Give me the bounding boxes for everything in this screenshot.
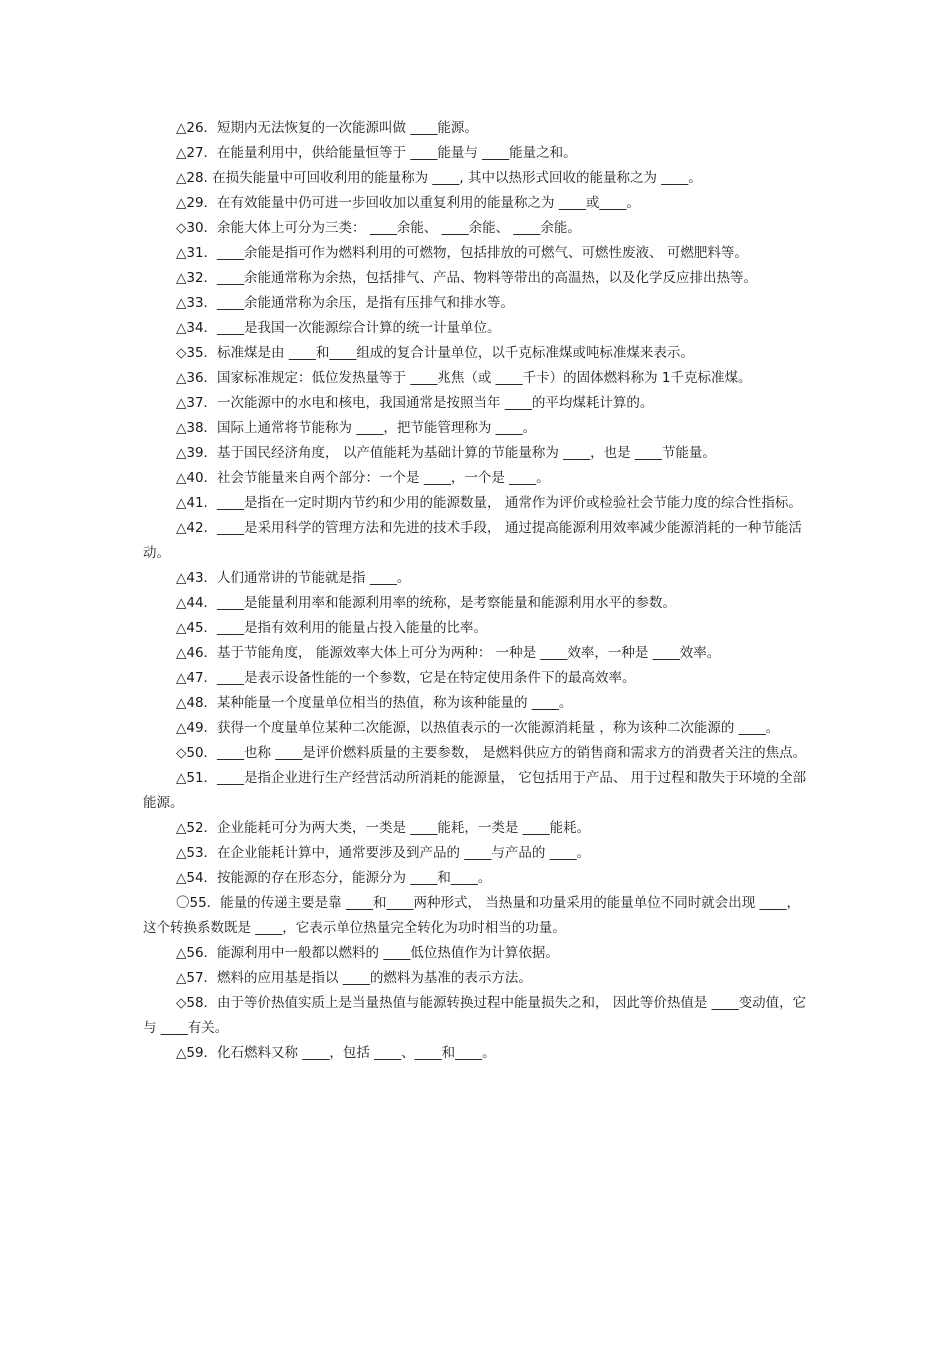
question-42: △42．____是采用科学的管理方法和先进的技术手段， 通过提高能源利用效率减少能源消耗的一种节能活动。 (143, 520, 802, 561)
question-35: ◇35．标准煤是由 ____和____组成的复合计量单位，以千克标准煤或吨标准煤来表示。 (176, 345, 694, 361)
question-59: △59．化石燃料又称 ____，包括 ____、____和____。 (176, 1045, 496, 1061)
question-34: △34．____是我国一次能源综合计算的统一计量单位。 (176, 320, 501, 336)
question-30: ◇30．余能大体上可分为三类： ____余能、 ____余能、 ____余能。 (176, 220, 581, 236)
question-40: △40．社会节能量来自两个部分：一个是 ____，一个是 ____。 (176, 470, 550, 486)
question-list (143, 116, 808, 1066)
question-57: △57．燃料的应用基是指以 ____的燃料为基准的表示方法。 (176, 970, 532, 986)
question-27: △27．在能量利用中，供给能量恒等于 ____能量与 ____能量之和。 (176, 145, 577, 161)
question-28: △28. 在损失能量中可回收利用的能量称为 ____, 其中以热形式回收的能量称之为 ____。 (176, 170, 702, 186)
question-58: ◇58．由于等价热值实质上是当量热值与能源转换过程中能量损失之和， 因此等价热值是 ____变动值，它与 ____有关。 (143, 995, 807, 1036)
question-56: △56．能源利用中一般都以燃料的 ____低位热值作为计算依据。 (176, 945, 559, 961)
question-46: △46．基于节能角度， 能源效率大体上可分为两种： 一种是 ____效率，一种是 ____效率。 (176, 645, 721, 661)
question-31: △31．____余能是指可作为燃料利用的可燃物，包括排放的可燃气、可燃性废液、 可燃肥料等。 (176, 245, 748, 261)
question-53: △53．在企业能耗计算中，通常要涉及到产品的 ____与产品的 ____。 (176, 845, 591, 861)
question-50: ◇50．____也称 ____是评价燃料质量的主要参数， 是燃料供应方的销售商和需求方的消费者关注的焦点。 (176, 745, 807, 761)
question-29: △29．在有效能量中仍可进一步回收加以重复利用的能量称之为 ____或____。 (176, 195, 640, 211)
question-43: △43．人们通常讲的节能就是指 ____。 (176, 570, 411, 586)
question-49: △49．获得一个度量单位某种二次能源，以热值表示的一次能源消耗量 ，称为该种二次能源的 ____。 (176, 720, 780, 736)
question-44: △44．____是能量利用率和能源利用率的统称，是考察能量和能源利用水平的参数。 (176, 595, 677, 611)
question-48: △48．某种能量一个度量单位相当的热值，称为该种能量的 ____。 (176, 695, 573, 711)
question-45: △45．____是指有效利用的能量占投入能量的比率。 (176, 620, 488, 636)
question-41: △41．____是指在一定时期内节约和少用的能源数量， 通常作为评价或检验社会节能力度的综合性指标。 (176, 495, 802, 511)
question-26: △26．短期内无法恢复的一次能源叫做 ____能源。 (176, 120, 478, 136)
question-51: △51．____是指企业进行生产经营活动所消耗的能源量， 它包括用于产品、 用于过程和散失于环境的全部能源。 (143, 770, 807, 811)
question-37: △37．一次能源中的水电和核电，我国通常是按照当年 ____的平均煤耗计算的。 (176, 395, 654, 411)
question-52: △52．企业能耗可分为两大类，一类是 ____能耗，一类是 ____能耗。 (176, 820, 591, 836)
question-39: △39．基于国民经济角度， 以产值能耗为基础计算的节能量称为 ____，也是 ____节能量。 (176, 445, 716, 461)
question-32: △32．____余能通常称为余热，包括排气、产品、物料等带出的高温热，以及化学反应排出热等。 (176, 270, 758, 286)
question-36: △36．国家标准规定：低位发热量等于 ____兆焦（或 ____千卡）的固体燃料称为 1千克标准煤。 (176, 370, 752, 386)
question-55: 〇55．能量的传递主要是靠 ____和____两种形式， 当热量和功量采用的能量单位不同时就会出现 ____，这个转换系数既是 ____，它表示单位热量完全转化为功时相当的功量。 (143, 895, 801, 936)
question-54: △54．按能源的存在形态分，能源分为 ____和____。 (176, 870, 492, 886)
question-47: △47．____是表示设备性能的一个参数，它是在特定使用条件下的最高效率。 (176, 670, 636, 686)
question-38: △38．国际上通常将节能称为 ____，把节能管理称为 ____。 (176, 420, 537, 436)
question-33: △33．____余能通常称为余压，是指有压排气和排水等。 (176, 295, 515, 311)
